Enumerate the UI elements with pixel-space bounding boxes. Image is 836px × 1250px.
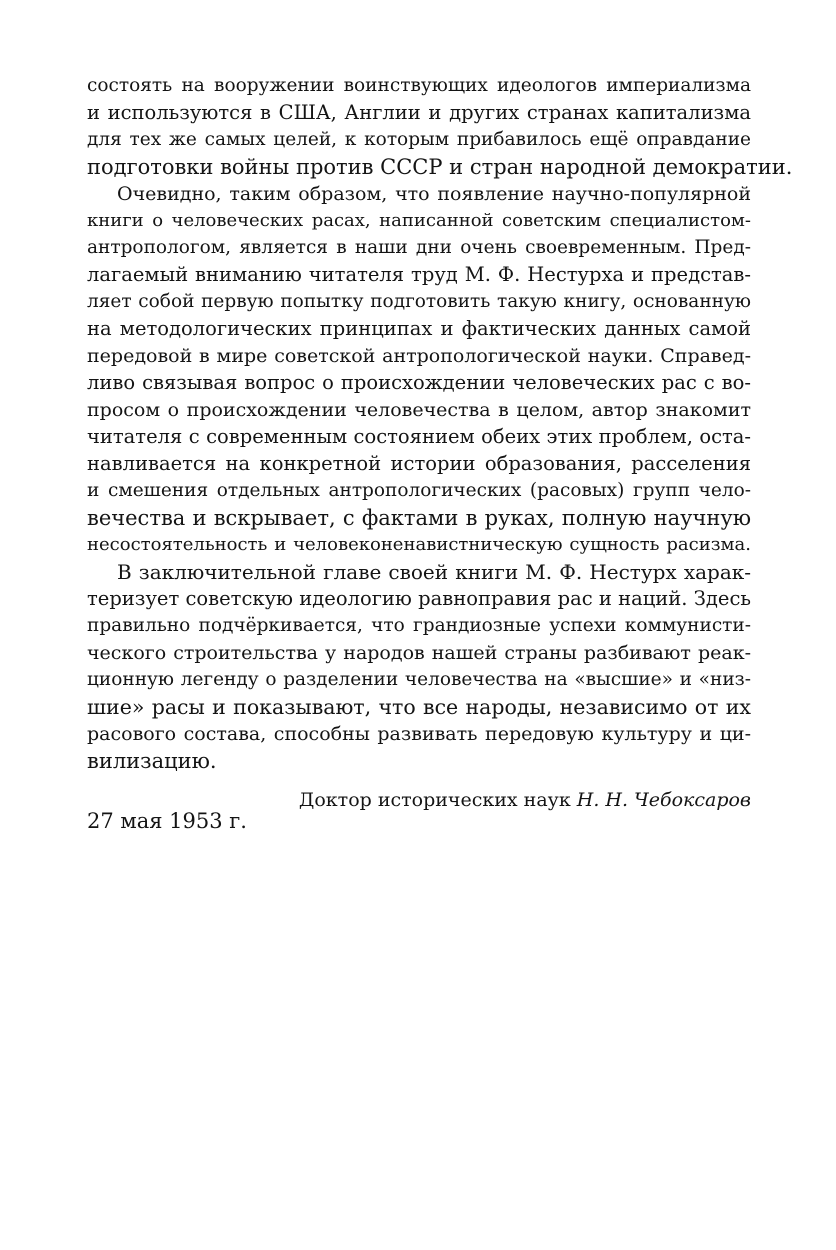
text-line: читателя с современным состоянием обеих этих проблем, оста-	[87, 425, 751, 448]
text-line: для тех же самых целей, к которым прибавилось ещё оправдание	[87, 129, 751, 150]
text-line: просом о происхождении человечества в целом, автор знакомит	[87, 399, 751, 421]
text-line: состоять на вооружении воинствующих идеологов империализма	[87, 75, 751, 96]
text-line: антропологом, является в наши дни очень своевременным. Пред-	[87, 237, 751, 258]
text-line: несостоятельность и человеконенавистническую сущность расизма.	[87, 534, 751, 555]
text-line: на методологических принципах и фактических данных самой	[87, 317, 751, 340]
text-line: навливается на конкретной истории образования, расселения	[87, 452, 751, 475]
text-line: лагаемый вниманию читателя труд М. Ф. Нестурха и представ-	[87, 263, 751, 286]
signature-title: Доктор исторических наук	[298, 789, 571, 811]
signature	[290, 787, 751, 813]
text-line: ливо связывая вопрос о происхождении человеческих рас с во-	[87, 371, 751, 394]
text-line: расового состава, способны развивать передовую культуру и ци-	[87, 723, 751, 745]
text-line: вечества и вскрывает, с фактами в руках, полную научную	[87, 506, 751, 530]
text-line: подготовки войны против СССР и стран народной демократии.	[87, 155, 793, 179]
text-line: ционную легенду о разделении человечества на «высшие» и «низ-	[87, 669, 751, 690]
signature-name: Н. Н. Чебоксаров	[576, 789, 751, 811]
text-line: передовой в мире советской антропологической науки. Справед-	[87, 345, 751, 367]
text-line: ляет собой первую попытку подготовить такую книгу, основанную	[87, 291, 751, 312]
text-line: ческого строительства у народов нашей страны разбивают реак-	[87, 642, 751, 664]
text-line: Очевидно, таким образом, что появление научно-популярной	[117, 183, 751, 205]
text-line: и используются в США, Англии и других странах капитализма	[87, 101, 751, 124]
text-line: В заключительной главе своей книги М. Ф. Нестурх харак-	[117, 560, 751, 584]
text-line: и смешения отдельных антропологических (расовых) групп чело-	[87, 480, 751, 501]
text-line: шие» расы и показывают, что все народы, независимо от их	[87, 695, 751, 719]
text-line: книги о человеческих расах, написанной советским специалистом-	[87, 210, 751, 231]
text-line: вилизацию.	[87, 749, 217, 773]
text-line: правильно подчёркивается, что грандиозные успехи коммунисти-	[87, 615, 751, 636]
date: 27 мая 1953 г.	[87, 809, 247, 833]
text-line: теризует советскую идеологию равноправия рас и наций. Здесь	[87, 587, 751, 610]
